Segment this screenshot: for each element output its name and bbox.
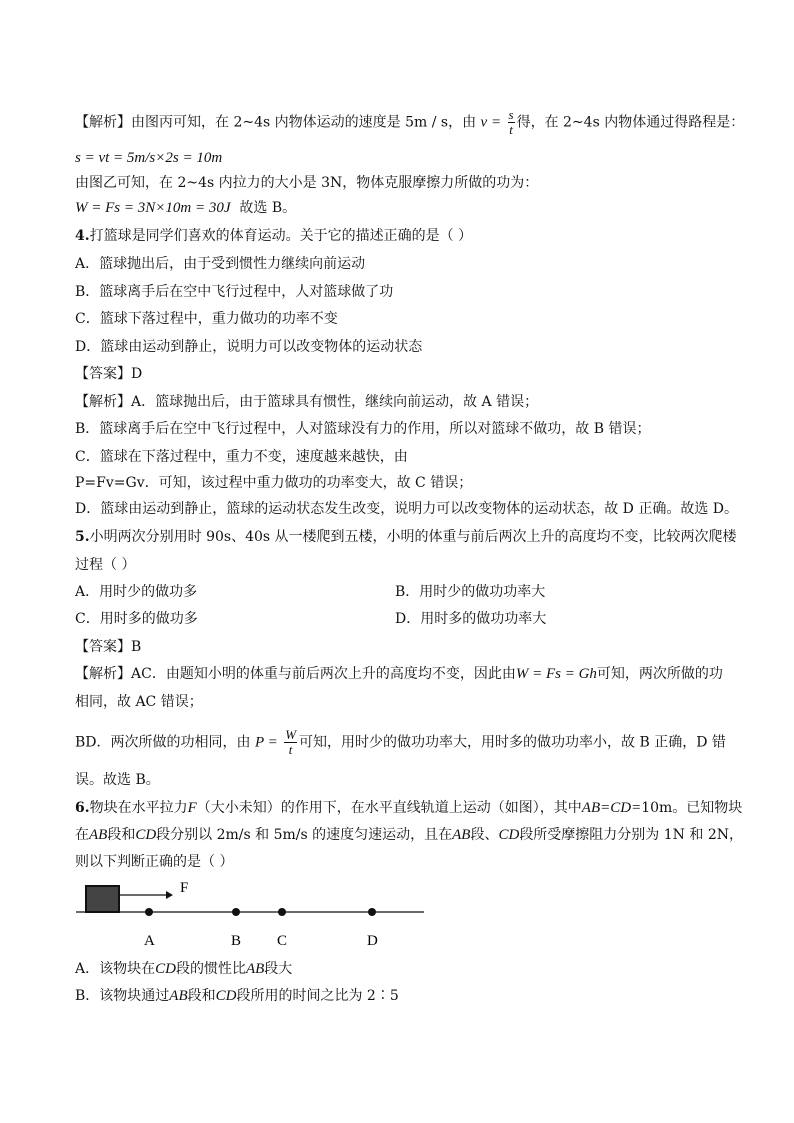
fraction-s-over-t: $\frac{s}{t}$: [508, 107, 514, 137]
q6-option-a: A．该物块在CD段的惯性比AB段大: [75, 961, 293, 977]
power-equation: P =: [254, 734, 278, 751]
equation-work: W = Fs = 3N×10m = 30J: [75, 200, 231, 216]
point-d: [368, 908, 376, 916]
q4-option-d: D．篮球由运动到静止，说明力可以改变物体的运动状态: [75, 339, 423, 355]
q5-option-d: D．用时多的做功功率大: [395, 611, 547, 627]
analysis-text: 由图丙可知，在 2~4s 内物体运动的速度是 5m / s，由: [131, 114, 477, 131]
block: [86, 886, 119, 912]
q4-answer: 【答案】D: [75, 366, 143, 382]
q5-options-row-2: [75, 610, 715, 628]
q5-explanation-3: BD．两次所做的功相同，由 P = $\frac{W}{t}$ 可知，用时少的做功功率大，用时多的做功功率小，故 B 正确，D 错: [75, 727, 726, 757]
point-b: [232, 908, 240, 916]
q5-option-a: A．用时少的做功多: [75, 584, 198, 600]
equation-work-line: [75, 199, 296, 217]
question-number: 5.: [75, 529, 90, 545]
question-5-stem: 5.小明两次分别用时 90s、40s 从一楼爬到五楼，小明的体重与前后两次上升的高度均不变，比较两次爬楼: [75, 529, 737, 545]
question-number: 4.: [75, 228, 90, 244]
q4-explanation-1: 【解析】A．篮球抛出后，由于篮球具有惯性，继续向前运动，故 A 错误；: [75, 394, 539, 410]
q5-option-c: C．用时多的做功多: [75, 611, 198, 627]
label-a: A: [144, 933, 155, 949]
q4-explanation-4: P=Fv=Gv．可知，该过程中重力做功的功率变大，故 C 错误；: [75, 475, 473, 491]
work-equation: W = Fs = Gh: [515, 666, 597, 682]
label-d: D: [367, 933, 378, 949]
question-6-line-2: 在AB段和CD段分别以 2m/s 和 5m/s 的速度匀速运动，且在AB段、CD段所受摩擦阻力分别为 1N 和 2N，: [75, 827, 743, 843]
q5-explanation-4: 误。故选 B。: [75, 772, 160, 788]
point-c: [278, 908, 286, 916]
q5-explanation-2: 相同，故 AC 错误；: [75, 694, 203, 710]
fraction-w-over-t: $\frac{W}{t}$: [285, 727, 297, 757]
force-arrowhead: [166, 891, 173, 899]
question-4-stem: 4.打篮球是同学们喜欢的体育运动。关于它的描述正确的是（ ）: [75, 228, 473, 244]
analysis-label: 【解析】: [75, 114, 131, 131]
q5-answer: 【答案】B: [75, 639, 142, 655]
choose-b-text: 故选 B。: [239, 200, 297, 216]
velocity-equation: v =: [480, 114, 502, 131]
question-6-stem: 6.物块在水平拉力F（大小未知）的作用下，在水平直线轨道上运动（如图），其中AB=CD=10m。已知物块: [75, 800, 743, 816]
question-5-stem-2: 过程（ ）: [75, 557, 136, 573]
question-number: 6.: [75, 800, 90, 816]
q4-option-c: C．篮球下落过程中，重力做功的功率不变: [75, 311, 338, 327]
q6-option-b: B．该物块通过AB段和CD段所用的时间之比为 2∶5: [75, 988, 399, 1004]
q5-explanation-1: 【解析】AC．由题知小明的体重与前后两次上升的高度均不变，因此由W = Fs = Gh可知，两次所做的功: [75, 666, 723, 682]
label-b: B: [231, 933, 242, 949]
analysis-line-1: [75, 108, 744, 137]
label-c: C: [277, 933, 288, 949]
analysis-line-2: 由图乙可知，在 2~4s 内拉力的大小是 3N，物体克服摩擦力所做的功为：: [75, 175, 539, 191]
equation-distance: s = vt = 5m/s×2s = 10m: [75, 150, 223, 166]
q5-options-row-1: [75, 583, 715, 601]
question-6-line-3: 则以下判断正确的是（ ）: [75, 854, 234, 870]
q4-explanation-3: C．篮球在下落过程中，重力不变，速度越来越快，由: [75, 449, 408, 465]
point-a: [145, 908, 153, 916]
analysis-text: 得，在 2~4s 内物体通过得路程是：: [516, 114, 745, 131]
q4-option-a: A．篮球抛出后，由于受到惯性力继续向前运动: [75, 256, 366, 272]
track-diagram: [72, 880, 432, 950]
q5-option-b: B．用时少的做功功率大: [395, 584, 546, 600]
q4-explanation-2: B．篮球离手后在空中飞行过程中，人对篮球没有力的作用，所以对篮球不做功，故 B 错误；: [75, 421, 651, 437]
q4-explanation-5: D．篮球由运动到静止，篮球的运动状态发生改变，说明力可以改变物体的运动状态，故 D 正确。故选 D。: [75, 501, 739, 517]
q4-option-b: B．篮球离手后在空中飞行过程中，人对篮球做了功: [75, 284, 394, 300]
force-label: F: [180, 880, 189, 896]
